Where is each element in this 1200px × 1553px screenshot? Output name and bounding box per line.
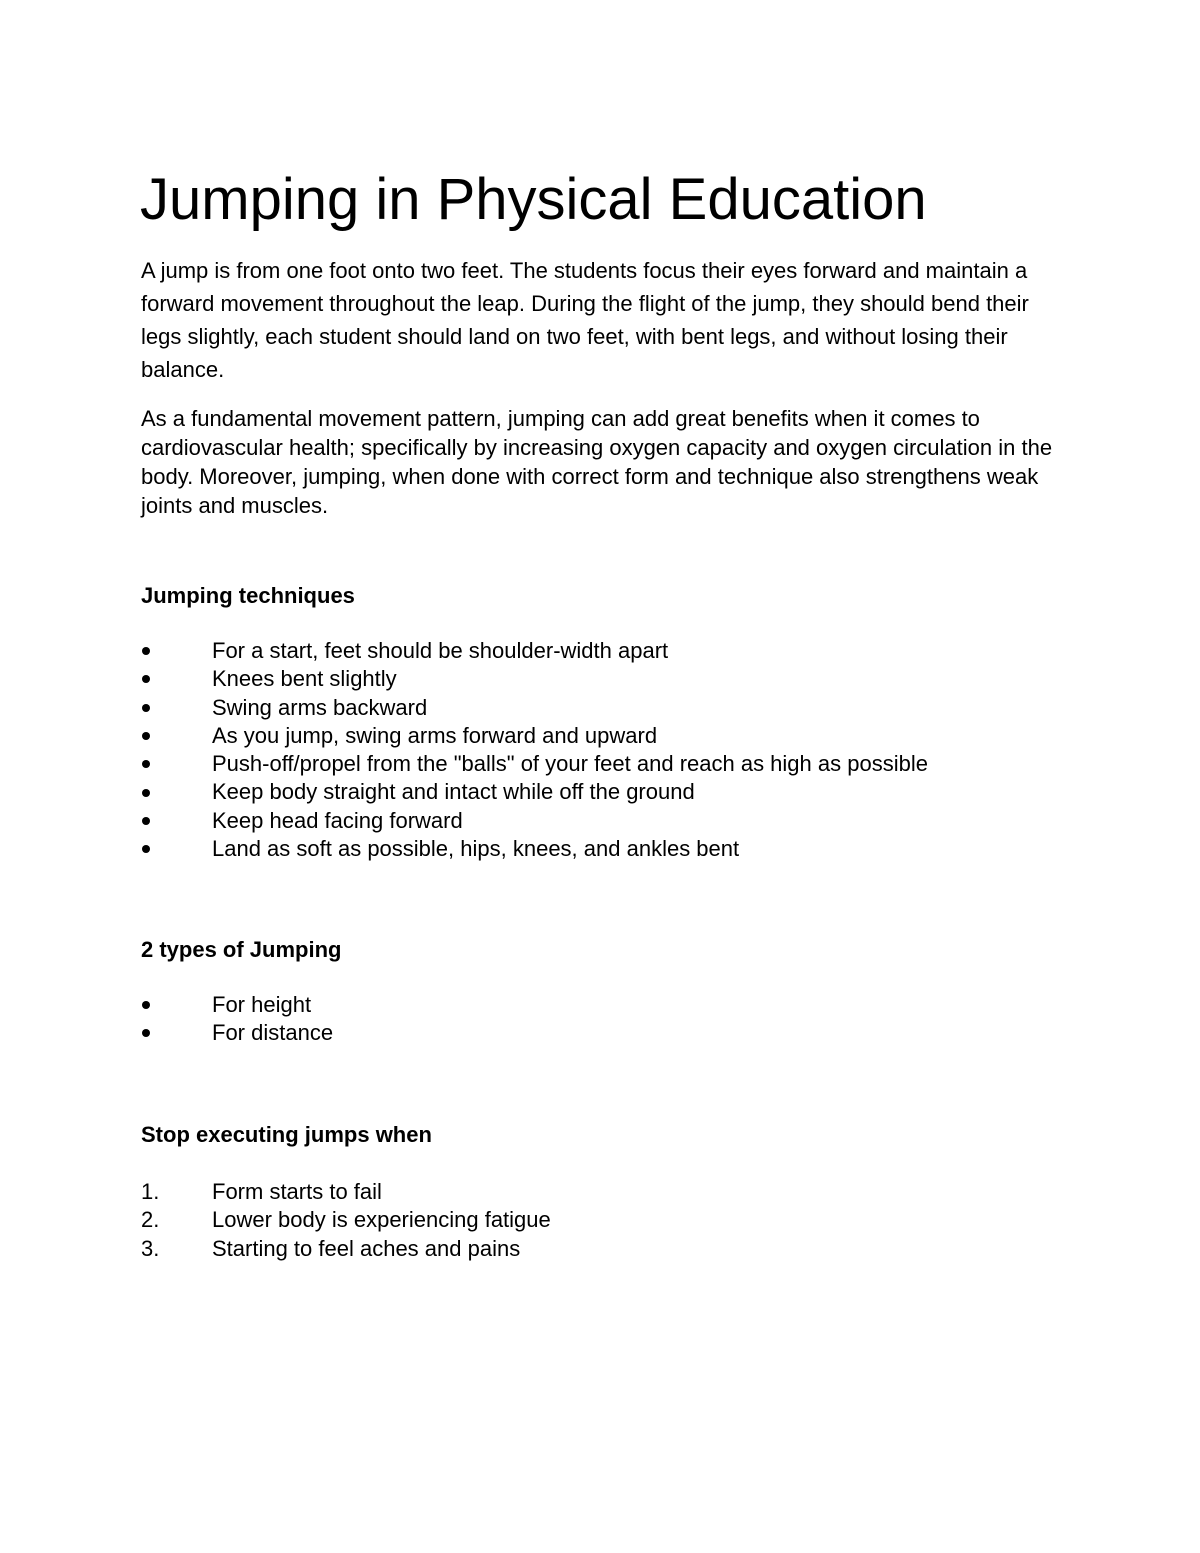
list-item-text: For height <box>212 992 312 1017</box>
list-item-text: Starting to feel aches and pains <box>212 1235 521 1261</box>
list-item-text: For distance <box>212 1020 334 1046</box>
list-item-text: Land as soft as possible, hips, knees, and ankles bent <box>212 836 740 862</box>
number-marker: 1. <box>141 1179 160 1204</box>
bullet-marker <box>141 807 201 835</box>
section-heading-stop: Stop executing jumps when <box>141 1122 432 1147</box>
bullet-marker <box>141 637 201 665</box>
intro-paragraph: A jump is from one foot onto two feet. The students focus their eyes forward and maintain a forward movement throughout the leap. During the flight of the jump, they should bend their legs slightly, each student should land on two feet, with bent legs, and without losing their balance. <box>141 258 1029 382</box>
list-item-text: Knees bent slightly <box>212 666 397 692</box>
bullet-marker <box>141 665 201 693</box>
bullet-marker <box>141 778 201 806</box>
bullet-marker <box>141 835 201 863</box>
list-item-text: Swing arms backward <box>212 694 428 720</box>
list-item-text: Form starts to fail <box>212 1179 382 1204</box>
bullet-marker <box>141 750 201 778</box>
list-item-text: Push-off/propel from the "balls" of your feet and reach as high as possible <box>212 751 928 777</box>
number-marker: 3. <box>141 1235 160 1261</box>
list-item-text: Lower body is experiencing fatigue <box>212 1207 551 1233</box>
bullet-marker <box>141 722 201 750</box>
section-heading-types: 2 types of Jumping <box>141 937 342 962</box>
number-marker: 2. <box>141 1207 160 1233</box>
list-item-text: Keep body straight and intact while off the ground <box>212 779 695 805</box>
list-item-text: As you jump, swing arms forward and upward <box>212 722 658 748</box>
bullet-marker <box>141 1019 201 1047</box>
bullet-marker <box>141 694 201 722</box>
bullet-marker <box>141 991 201 1019</box>
list-item-text: For a start, feet should be shoulder-width apart <box>212 638 669 663</box>
benefits-paragraph: As a fundamental movement pattern, jumping can add great benefits when it comes to cardiovascular health; specifically by increasing oxygen capacity and oxygen circulation in the body. Moreover, jumping, when done with correct form and technique also strengthens weak joints and muscles. <box>141 406 1053 518</box>
section-heading-techniques: Jumping techniques <box>141 583 355 608</box>
document-title: Jumping in Physical Education <box>140 167 927 232</box>
list-item-text: Keep head facing forward <box>212 807 463 833</box>
